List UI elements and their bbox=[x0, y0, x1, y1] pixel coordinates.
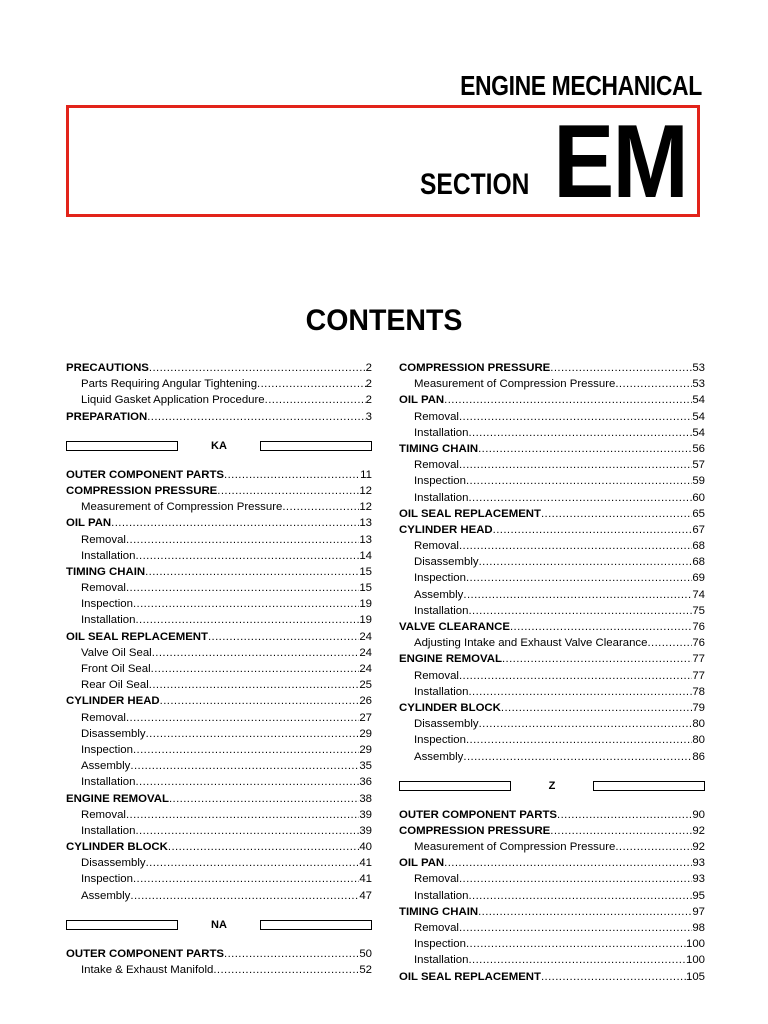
toc-entry-title: Assembly bbox=[414, 588, 464, 601]
toc-subsection-installation[interactable] bbox=[66, 823, 372, 839]
toc-subsection-inspection[interactable] bbox=[66, 596, 372, 612]
toc-entry-title: Installation bbox=[414, 426, 469, 439]
toc-page-number: 12 bbox=[359, 484, 372, 497]
toc-subsection-installation[interactable] bbox=[399, 490, 705, 506]
toc-entry-title: Removal bbox=[81, 711, 126, 724]
toc-page-number: 68 bbox=[692, 556, 705, 569]
toc-entry-title: OUTER COMPONENT PARTS bbox=[66, 947, 224, 960]
dot-leader bbox=[468, 425, 692, 441]
toc-entry-title: Assembly bbox=[414, 750, 464, 763]
toc-entry-title: OIL PAN bbox=[66, 517, 112, 530]
dot-leader bbox=[126, 580, 359, 596]
toc-page-number: 41 bbox=[359, 857, 372, 870]
toc-section-oil-seal-replacement[interactable] bbox=[399, 506, 705, 522]
toc-entry-title: TIMING CHAIN bbox=[399, 905, 479, 918]
toc-page-number: 35 bbox=[359, 760, 372, 773]
toc-section-engine-removal[interactable] bbox=[66, 791, 372, 807]
engine-divider-ka bbox=[66, 435, 372, 457]
toc-entry-title: Parts Requiring Angular Tightening bbox=[81, 378, 258, 391]
dot-leader bbox=[459, 920, 692, 936]
toc-subsection-inspection[interactable] bbox=[399, 473, 705, 489]
toc-entry-title: COMPRESSION PRESSURE bbox=[399, 824, 551, 837]
toc-page-number: 15 bbox=[359, 565, 372, 578]
toc-page-number: 74 bbox=[692, 588, 705, 601]
toc-subsection-valve-oil-seal[interactable] bbox=[66, 645, 372, 661]
toc-subsection-liquid-gasket-application-procedure[interactable] bbox=[66, 392, 372, 408]
toc-entry-title: Measurement of Compression Pressure bbox=[414, 378, 616, 391]
toc-subsection-inspection[interactable] bbox=[66, 742, 372, 758]
toc-entry-title: Assembly bbox=[81, 889, 131, 902]
toc-subsection-installation[interactable] bbox=[66, 612, 372, 628]
toc-entry-title: Removal bbox=[81, 808, 126, 821]
toc-entry-title: Removal bbox=[81, 533, 126, 546]
toc-section-engine-removal[interactable] bbox=[399, 651, 705, 667]
toc-subsection-assembly[interactable] bbox=[66, 888, 372, 904]
toc-subsection-installation[interactable] bbox=[399, 952, 705, 968]
toc-page-number: 52 bbox=[359, 964, 372, 976]
toc-subsection-removal[interactable] bbox=[399, 538, 705, 554]
toc-subsection-disassembly[interactable] bbox=[66, 726, 372, 742]
toc-subsection-adjusting-intake-and-exhaust-valve-clearance[interactable] bbox=[399, 635, 705, 651]
dot-leader bbox=[444, 855, 692, 871]
toc-page-number: 24 bbox=[359, 663, 372, 675]
dot-leader bbox=[463, 749, 692, 765]
dot-leader bbox=[541, 506, 692, 522]
toc-section-outer-component-parts[interactable] bbox=[399, 807, 705, 823]
toc-page-number: 19 bbox=[359, 598, 372, 611]
toc-entry-title: Assembly bbox=[81, 760, 131, 773]
toc-page-number: 100 bbox=[685, 954, 705, 967]
dot-leader bbox=[265, 392, 366, 408]
dot-leader bbox=[510, 619, 692, 635]
toc-entry-title: OIL SEAL REPLACEMENT bbox=[66, 630, 208, 643]
toc-entry-title: Inspection bbox=[81, 743, 133, 756]
toc-entry-title: Rear Oil Seal bbox=[81, 679, 149, 692]
toc-left-column bbox=[66, 360, 372, 978]
toc-page-number: 25 bbox=[359, 679, 372, 692]
toc-page-number: 100 bbox=[685, 938, 705, 951]
toc-entry-title: PREPARATION bbox=[66, 410, 148, 423]
dot-leader bbox=[459, 871, 692, 887]
toc-section-oil-seal-replacement[interactable] bbox=[66, 629, 372, 645]
toc-section-valve-clearance[interactable] bbox=[399, 619, 705, 635]
toc-subsection-removal[interactable] bbox=[66, 710, 372, 726]
toc-page-number: 2 bbox=[365, 362, 372, 374]
toc-entry-title: Measurement of Compression Pressure bbox=[81, 501, 283, 514]
toc-page-number: 59 bbox=[692, 475, 705, 488]
toc-page-number: 60 bbox=[692, 491, 705, 504]
toc-page-number: 95 bbox=[692, 889, 705, 902]
toc-subsection-rear-oil-seal[interactable] bbox=[66, 677, 372, 693]
engine-variant-label: Z bbox=[548, 779, 556, 792]
toc-section-cylinder-block[interactable] bbox=[66, 839, 372, 855]
toc-page-number: 77 bbox=[692, 669, 705, 682]
toc-page-number: 2 bbox=[365, 378, 372, 391]
dot-leader bbox=[146, 855, 360, 871]
toc-right-column bbox=[399, 360, 705, 985]
toc-entry-title: Inspection bbox=[81, 873, 133, 886]
toc-section-timing-chain[interactable] bbox=[66, 564, 372, 580]
dot-leader bbox=[541, 969, 686, 985]
toc-entry-title: Removal bbox=[81, 582, 126, 595]
toc-entry-title: COMPRESSION PRESSURE bbox=[66, 484, 218, 497]
toc-subsection-removal[interactable] bbox=[399, 409, 705, 425]
toc-page-number: 40 bbox=[359, 841, 372, 854]
toc-entry-title: ENGINE REMOVAL bbox=[66, 792, 169, 805]
dot-leader bbox=[135, 823, 359, 839]
toc-entry-title: Installation bbox=[414, 491, 469, 504]
dot-leader bbox=[168, 839, 359, 855]
dot-leader bbox=[135, 612, 359, 628]
dot-leader bbox=[133, 596, 359, 612]
toc-entry-title: PRECAUTIONS bbox=[66, 362, 149, 374]
dot-leader bbox=[257, 376, 366, 392]
dot-leader bbox=[169, 791, 359, 807]
toc-section-timing-chain[interactable] bbox=[399, 441, 705, 457]
toc-entry-title: Installation bbox=[414, 954, 469, 967]
toc-entry-title: TIMING CHAIN bbox=[399, 442, 479, 455]
dot-leader bbox=[282, 499, 359, 515]
toc-page-number: 54 bbox=[692, 426, 705, 439]
toc-page-number: 65 bbox=[692, 507, 705, 520]
toc-entry-title: COMPRESSION PRESSURE bbox=[399, 362, 551, 374]
section-label: SECTION bbox=[419, 168, 529, 201]
dot-leader bbox=[146, 726, 360, 742]
dot-leader bbox=[459, 538, 692, 554]
toc-page-number: 36 bbox=[359, 776, 372, 789]
toc-page-number: 27 bbox=[359, 711, 372, 724]
dot-leader bbox=[468, 952, 686, 968]
toc-page-number: 67 bbox=[692, 523, 705, 536]
toc-page-number: 53 bbox=[692, 378, 705, 391]
dot-leader bbox=[478, 441, 692, 457]
dot-leader bbox=[133, 871, 359, 887]
dot-leader bbox=[145, 564, 359, 580]
toc-page-number: 68 bbox=[692, 540, 705, 553]
toc-entry-title: Removal bbox=[414, 540, 459, 553]
dot-leader bbox=[133, 742, 359, 758]
divider-box-left bbox=[66, 441, 178, 451]
toc-entry-title: CYLINDER BLOCK bbox=[66, 841, 168, 854]
toc-entry-title: Adjusting Intake and Exhaust Valve Clearance bbox=[414, 637, 648, 650]
dot-leader bbox=[152, 645, 360, 661]
toc-entry-title: Inspection bbox=[414, 572, 466, 585]
toc-section-oil-pan[interactable] bbox=[399, 855, 705, 871]
dot-leader bbox=[111, 515, 359, 531]
toc-entry-title: Removal bbox=[414, 410, 459, 423]
section-banner bbox=[66, 104, 700, 220]
toc-page-number: 93 bbox=[692, 857, 705, 870]
toc-page-number: 76 bbox=[692, 637, 705, 650]
dot-leader bbox=[130, 888, 359, 904]
toc-entry-title: Installation bbox=[81, 614, 136, 627]
dot-leader bbox=[478, 904, 692, 920]
toc-page-number: 80 bbox=[692, 734, 705, 747]
toc-entry-title: VALVE CLEARANCE bbox=[399, 621, 510, 633]
toc-page-number: 2 bbox=[365, 394, 372, 407]
dot-leader bbox=[217, 483, 359, 499]
toc-page-number: 54 bbox=[692, 394, 705, 407]
toc-subsection-inspection[interactable] bbox=[399, 732, 705, 748]
toc-section-timing-chain[interactable] bbox=[399, 904, 705, 920]
toc-subsection-removal[interactable] bbox=[66, 807, 372, 823]
toc-section-compression-pressure[interactable] bbox=[399, 360, 705, 376]
toc-entry-title: Intake & Exhaust Manifold bbox=[81, 964, 214, 976]
dot-leader bbox=[126, 807, 359, 823]
toc-entry-title: Installation bbox=[414, 889, 469, 902]
toc-entry-title: Removal bbox=[414, 669, 459, 682]
toc-page-number: 53 bbox=[692, 362, 705, 374]
toc-subsection-installation[interactable] bbox=[66, 548, 372, 564]
toc-entry-title: Removal bbox=[414, 459, 459, 472]
toc-section-oil-pan[interactable] bbox=[66, 515, 372, 531]
toc-subsection-installation[interactable] bbox=[66, 774, 372, 790]
dot-leader bbox=[149, 677, 360, 693]
toc-subsection-removal[interactable] bbox=[399, 668, 705, 684]
dot-leader bbox=[126, 532, 359, 548]
dot-leader bbox=[466, 473, 692, 489]
engine-variant-label: KA bbox=[211, 439, 227, 452]
toc-subsection-intake-and-exhaust-manifold[interactable] bbox=[66, 962, 372, 978]
toc-page-number: 13 bbox=[359, 533, 372, 546]
toc-page-number: 56 bbox=[692, 442, 705, 455]
toc-entry-title: CYLINDER HEAD bbox=[399, 523, 493, 536]
toc-page-number: 24 bbox=[359, 646, 372, 659]
toc-page-number: 14 bbox=[359, 549, 372, 562]
toc-entry-title: OIL PAN bbox=[399, 394, 445, 407]
dot-leader bbox=[468, 603, 692, 619]
toc-page-number: 12 bbox=[359, 501, 372, 514]
dot-leader bbox=[160, 693, 360, 709]
toc-entry-title: Disassembly bbox=[81, 727, 146, 740]
toc-page-number: 39 bbox=[359, 824, 372, 837]
toc-section-outer-component-parts[interactable] bbox=[66, 467, 372, 483]
section-code: EM bbox=[553, 104, 687, 220]
toc-entry-title: OUTER COMPONENT PARTS bbox=[399, 808, 557, 821]
dot-leader bbox=[615, 839, 692, 855]
toc-entry-title: CYLINDER BLOCK bbox=[399, 701, 501, 714]
dot-leader bbox=[615, 376, 692, 392]
toc-page-number: 98 bbox=[692, 922, 705, 934]
toc-entry-title: Inspection bbox=[414, 938, 466, 951]
toc-page-number: 38 bbox=[359, 792, 372, 805]
dot-leader bbox=[213, 962, 359, 978]
toc-entry-title: Measurement of Compression Pressure bbox=[414, 841, 616, 854]
dot-leader bbox=[224, 946, 359, 962]
toc-section-oil-seal-replacement[interactable] bbox=[399, 969, 705, 985]
toc-entry-title: CYLINDER HEAD bbox=[66, 695, 160, 708]
toc-page-number: 78 bbox=[692, 685, 705, 698]
toc-entry-title: Inspection bbox=[414, 734, 466, 747]
toc-subsection-parts-requiring-angular-tightening[interactable] bbox=[66, 376, 372, 392]
toc-entry-title: Installation bbox=[81, 549, 136, 562]
toc-subsection-removal[interactable] bbox=[66, 580, 372, 596]
dot-leader bbox=[151, 661, 360, 677]
dot-leader bbox=[130, 758, 359, 774]
toc-entry-title: Installation bbox=[414, 604, 469, 617]
toc-page-number: 79 bbox=[692, 701, 705, 714]
dot-leader bbox=[126, 710, 359, 726]
dot-leader bbox=[493, 522, 693, 538]
toc-page-number: 39 bbox=[359, 808, 372, 821]
dot-leader bbox=[479, 716, 693, 732]
toc-section-cylinder-head[interactable] bbox=[399, 522, 705, 538]
toc-page-number: 13 bbox=[359, 517, 372, 530]
engine-divider-z bbox=[399, 775, 705, 797]
toc-subsection-installation[interactable] bbox=[399, 425, 705, 441]
dot-leader bbox=[459, 668, 692, 684]
toc-page-number: 90 bbox=[692, 808, 705, 821]
toc-subsection-disassembly[interactable] bbox=[399, 716, 705, 732]
toc-page-number: 57 bbox=[692, 459, 705, 472]
toc-subsection-installation[interactable] bbox=[399, 684, 705, 700]
dot-leader bbox=[463, 587, 692, 603]
toc-section-compression-pressure[interactable] bbox=[399, 823, 705, 839]
dot-leader bbox=[149, 360, 366, 376]
dot-leader bbox=[468, 684, 692, 700]
toc-subsection-removal[interactable] bbox=[399, 920, 705, 936]
toc-subsection-measurement-of-compression-pressure[interactable] bbox=[399, 376, 705, 392]
toc-entry-title: Liquid Gasket Application Procedure bbox=[81, 394, 265, 407]
engine-variant-label: NA bbox=[211, 918, 227, 931]
toc-entry-title: Removal bbox=[414, 873, 459, 886]
toc-entry-title: Installation bbox=[81, 776, 136, 789]
toc-entry-title: Inspection bbox=[81, 598, 133, 611]
engine-divider-na bbox=[66, 914, 372, 936]
toc-subsection-removal[interactable] bbox=[66, 532, 372, 548]
toc-section-cylinder-block[interactable] bbox=[399, 700, 705, 716]
toc-page-number: 29 bbox=[359, 743, 372, 756]
toc-entry-title: Installation bbox=[81, 824, 136, 837]
toc-page-number: 11 bbox=[360, 468, 372, 481]
dot-leader bbox=[550, 823, 692, 839]
toc-subsection-front-oil-seal[interactable] bbox=[66, 661, 372, 677]
toc-entry-title: Disassembly bbox=[414, 556, 479, 569]
toc-entry-title: OIL SEAL REPLACEMENT bbox=[399, 970, 541, 983]
dot-leader bbox=[501, 700, 692, 716]
toc-section-outer-component-parts[interactable] bbox=[66, 946, 372, 962]
toc-entry-title: TIMING CHAIN bbox=[66, 565, 146, 578]
toc-subsection-inspection[interactable] bbox=[399, 936, 705, 952]
toc-subsection-installation[interactable] bbox=[399, 603, 705, 619]
toc-page-number: 54 bbox=[692, 410, 705, 423]
toc-page-number: 41 bbox=[359, 873, 372, 886]
dot-leader bbox=[466, 732, 692, 748]
toc-subsection-measurement-of-compression-pressure[interactable] bbox=[399, 839, 705, 855]
toc-page-number: 86 bbox=[692, 750, 705, 763]
toc-subsection-inspection[interactable] bbox=[399, 570, 705, 586]
toc-subsection-assembly[interactable] bbox=[66, 758, 372, 774]
dot-leader bbox=[647, 635, 692, 651]
toc-entry-title: OUTER COMPONENT PARTS bbox=[66, 468, 224, 481]
contents-heading: CONTENTS bbox=[305, 304, 463, 337]
toc-page-number: 92 bbox=[692, 824, 705, 837]
toc-entry-title: Inspection bbox=[414, 475, 466, 488]
toc-page-number: 24 bbox=[359, 630, 372, 643]
toc-entry-title: OIL PAN bbox=[399, 857, 445, 870]
toc-subsection-disassembly[interactable] bbox=[399, 554, 705, 570]
divider-box-right bbox=[260, 441, 372, 451]
toc-section-preparation[interactable] bbox=[66, 409, 372, 425]
dot-leader bbox=[468, 490, 692, 506]
dot-leader bbox=[557, 807, 692, 823]
toc-entry-title: Valve Oil Seal bbox=[81, 646, 152, 659]
toc-page-number: 105 bbox=[685, 970, 705, 983]
toc-entry-title: Front Oil Seal bbox=[81, 663, 151, 675]
toc-page-number: 47 bbox=[359, 889, 372, 902]
toc-page-number: 77 bbox=[692, 653, 705, 666]
toc-entry-title: Disassembly bbox=[81, 857, 146, 870]
dot-leader bbox=[224, 467, 360, 483]
divider-box-right bbox=[260, 920, 372, 930]
dot-leader bbox=[208, 629, 359, 645]
toc-page-number: 26 bbox=[359, 695, 372, 708]
toc-section-oil-pan[interactable] bbox=[399, 392, 705, 408]
dot-leader bbox=[468, 888, 692, 904]
toc-page-number: 69 bbox=[692, 572, 705, 585]
toc-page-number: 15 bbox=[359, 582, 372, 595]
divider-box-left bbox=[66, 920, 178, 930]
toc-subsection-disassembly[interactable] bbox=[66, 855, 372, 871]
dot-leader bbox=[459, 409, 692, 425]
dot-leader bbox=[135, 548, 359, 564]
toc-subsection-removal[interactable] bbox=[399, 457, 705, 473]
toc-page-number: 19 bbox=[359, 614, 372, 627]
toc-subsection-measurement-of-compression-pressure[interactable] bbox=[66, 499, 372, 515]
dot-leader bbox=[135, 774, 359, 790]
toc-page-number: 29 bbox=[359, 727, 372, 740]
dot-leader bbox=[444, 392, 692, 408]
toc-page-number: 97 bbox=[692, 905, 705, 918]
toc-subsection-removal[interactable] bbox=[399, 871, 705, 887]
dot-leader bbox=[550, 360, 692, 376]
toc-entry-title: Disassembly bbox=[414, 718, 479, 731]
toc-section-compression-pressure[interactable] bbox=[66, 483, 372, 499]
divider-box-left bbox=[399, 781, 511, 791]
dot-leader bbox=[466, 570, 692, 586]
toc-subsection-assembly[interactable] bbox=[399, 749, 705, 765]
toc-entry-title: Removal bbox=[414, 922, 459, 934]
dot-leader bbox=[147, 409, 365, 425]
document-title: ENGINE MECHANICAL bbox=[460, 70, 702, 101]
toc-page-number: 3 bbox=[365, 410, 372, 423]
toc-section-cylinder-head[interactable] bbox=[66, 693, 372, 709]
dot-leader bbox=[466, 936, 686, 952]
toc-page-number: 80 bbox=[692, 718, 705, 731]
toc-subsection-assembly[interactable] bbox=[399, 587, 705, 603]
dot-leader bbox=[459, 457, 692, 473]
toc-page-number: 75 bbox=[692, 604, 705, 617]
toc-page-number: 50 bbox=[359, 947, 372, 960]
dot-leader bbox=[479, 554, 693, 570]
toc-section-precautions[interactable] bbox=[66, 360, 372, 376]
toc-subsection-installation[interactable] bbox=[399, 888, 705, 904]
toc-page-number: 92 bbox=[692, 841, 705, 854]
toc-page-number: 76 bbox=[692, 621, 705, 633]
toc-entry-title: ENGINE REMOVAL bbox=[399, 653, 502, 666]
dot-leader bbox=[502, 651, 692, 667]
divider-box-right bbox=[593, 781, 705, 791]
toc-subsection-inspection[interactable] bbox=[66, 871, 372, 887]
toc-page-number: 93 bbox=[692, 873, 705, 886]
toc-entry-title: Installation bbox=[414, 685, 469, 698]
toc-entry-title: OIL SEAL REPLACEMENT bbox=[399, 507, 541, 520]
